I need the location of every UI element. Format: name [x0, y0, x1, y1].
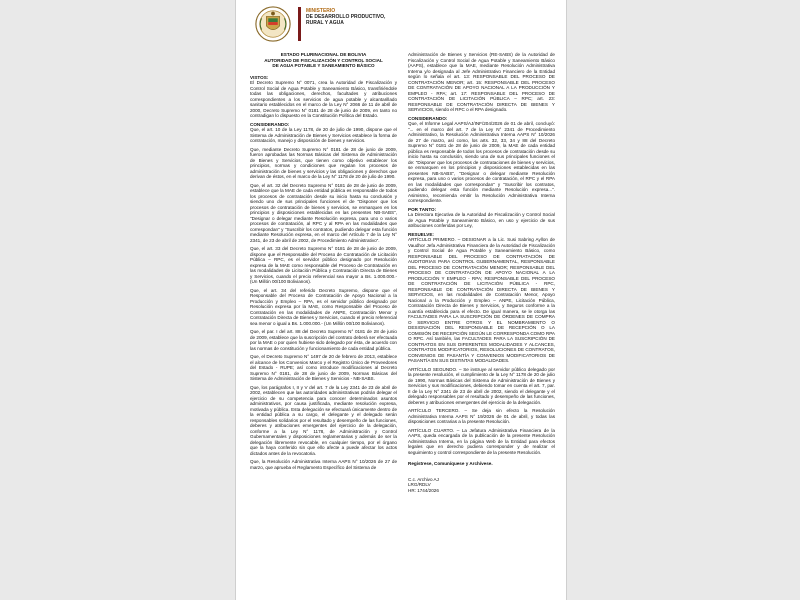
document-page	[235, 0, 567, 600]
paragraph: Que, el Informe Legal AAPS/AJ/INF/204/2026 de 01 de abril, concluyó: "... en el marco del art. 7 de la Ley N° 2341 de Procedimiento Administrativo, la Resolución Administrativa Interna AAPS N° 10/2026 de 27 de marzo, así como, los arts. 32, 33, 34 y 88 del Decreto Supremo N° 0181 de 28 de junio de 2009, la MAE de cada entidad pública es responsable de todos los procesos de contratación desde su inicio hasta su conclusión, siendo una de sus principales funciones el de: "Disponer que los procesos de contrataciones de bienes y servicios, se enmarquen en los principios y disposiciones establecidas en las presentes NB-SABS", "Designar o delegar mediante Resolución expresa, para uno o varios procesos de contratación, el RPC y el RPA en las modalidades que correspondan" y "Suscribir los contratos, pudiendo delegar esta función mediante Resolución expresa...". Asimismo, recomienda emitir la Resolución Administrativa Interna correspondiente.	[408, 121, 555, 203]
paragraph: Que, el art. 10 de la Ley 1178, de 20 de julio de 1990, dispone que el Sistema de Administración de Bienes y Servicios establece la forma de contratación, manejo y disposición de bienes y servicios.	[250, 127, 397, 143]
paragraph: Que, los parágrafos I, II y V del art. 7 de la Ley 2341 de 23 de abril de 2002, establecen que las autoridades administrativas podrán delegar el ejercicio de su competencia para conocer determinados asuntos administrativos, por causa justificada, mediante resolución expresa, motivada y pública. Esta delegación se efectuará únicamente dentro de la entidad pública a su cargo, el delegante y el delegado serán responsables solidarios por el resultado y desempeño de las funciones, deberes y atribuciones emergentes del ejercicio de la delegación, conforme a la Ley N° 1178, de Administración y Control Gubernamentales y disposiciones reglamentarias y además de ser la delegación libremente revocable, en cualquier tiempo, por el órgano que la haya conferido sin que ello afecte a puede afectar los actos dictados antes de la revocatoria.	[250, 384, 397, 456]
paragraph: Que, el Decreto Supremo N° 1497 de 20 de febrero de 2013, establece el alcance de los Convenios Marco y el Registro Único de Proveedores del Estado - RUPE; así como introduce modificaciones al Decreto Supremo N° 0181, de 28 de junio de 2009, Normas Básicas del Sistema de Administración de Bienes y Servicios - NB-SABS.	[250, 354, 397, 381]
section-heading-considerando: CONSIDERANDO:	[408, 115, 448, 121]
section-heading-por-tanto: POR TANTO:	[408, 206, 437, 212]
coat-of-arms-seal-icon	[254, 5, 292, 43]
paragraph: Que, la Resolución Administrativa Interna AAPS N° 10/2026 de 27 de marzo, que aprueba el Reglamento Específico del Sistema de	[250, 459, 397, 470]
ministry-header	[250, 3, 550, 47]
paragraph: Que, el art. 34 del referido Decreto Supremo, dispone que el Responsable del Proceso de Contratación de Apoyo Nacional a la Producción y Empleo – RPA, es el servidor público designado por Resolución expresa por la MAE, como Responsable del Proceso de Contratación en las modalidades de ANPE, Contratación Menor y Contratación Directa de Bienes y Servicios, cuando el precio referencial sea menor o igual a Bs. 1.000.000.- (Un Millón 00/100 Bolivianos).	[250, 287, 397, 326]
paragraph: Que, el art. 33 del Decreto Supremo N° 0181 de 28 de junio de 2009, dispone que el Responsable del Proceso de Contratación de Licitación Pública – RPC, es el servidor público designado por Resolución expresa de la MAE como responsable del Proceso de Contratación en las modalidades de Licitación Pública y Contratación Directa de Bienes y Servicios, cuando el precio referencial sea mayor a Bs. 1.000.000.- (Un Millón 00/100 Bolivianos).	[250, 246, 397, 284]
header-divider	[298, 7, 301, 41]
document-title	[250, 52, 397, 69]
paragraph: Que, mediante Decreto Supremo N° 0181 de 28 de junio de 2009, fueron aprobadas las Normas Básicas del Sistema de Administración de Bienes y Servicios, que tienen como objetivo establecer los principios, normas y condiciones que regulan los procesos de administración de bienes y servicios y las obligaciones y derechos que derivan de éstos, en el marco de la Ley N° 1178 de 20 de julio de 1990.	[250, 146, 397, 179]
closing-line: Regístrese, Comuníquese y Archívese.	[408, 461, 493, 466]
reference-codes	[408, 477, 555, 494]
article: ARTÍCULO SEGUNDO. – Se instruye al servidor público delegado por la presente resolución, el cumplimiento de la Ley N° 1178 de 20 de julio de 1990, Normas Básicas del Sistema de Administración de Bienes y Servicios y sus modificaciones, debiendo tomar en cuenta el art. 7, par. II de la Ley N° 2341 de 23 de abril de 2002, siendo el delegante y el delegado responsables por el resultado y desempeño de las funciones, deberes y atribuciones emergentes del ejercicio de la delegación.	[408, 366, 555, 405]
reference-line: HR: 1744/2026	[408, 487, 439, 493]
title-line: DE AGUA POTABLE Y SANEAMIENTO BÁSICO	[272, 63, 375, 68]
paragraph: Administración de Bienes y Servicios (RE-SABS) de la Autoridad de Fiscalización y Control Social de Agua Potable y Saneamiento Básico (AAPS), establece que la MAE, mediante Resolución Administrativa Interna y/o designada al Jefe Administrativo Financiero de la Entidad según lo señala el art. 13: RESPONSABLE DEL PROCESO DE CONTRATACIÓN MENOR; art. 15: RESPONSABLE DEL PROCESO DE CONTRATACIÓN DE APOYO NACIONAL A LA PRODUCCIÓN Y EMPLEO - RPA; art. 17: RESPONSABLE DEL PROCESO DE CONTRATACIÓN DE LICITACIÓN PÚBLICA – RPC; art. 23: RESPONSABLE DE CONTRATACIÓN DIRECTA DE BIENES Y SERVICIOS, siendo el RPC o el RPA designado.	[408, 52, 555, 112]
ministry-line-3: RURAL Y AGUA	[306, 20, 344, 26]
section-heading-vistos: VISTOS:	[250, 74, 269, 80]
paragraph: La Directora Ejecutiva de la Autoridad de Fiscalización y Control Social de Agua Potable y Saneamiento Básico, en uso y ejercicio de sus atribuciones conferidas por Ley,	[408, 212, 555, 228]
document-body	[250, 52, 554, 598]
reference-line: LRG/RDLV	[408, 482, 431, 487]
paragraph: Que, el par. I del art. 88 del Decreto Supremo N° 0181 de 28 de junio de 2009, establece que la suscripción del contrato deberá ser efectuada por la MAE o por quien hubiese sido delegado por ésta, de acuerdo con las normas de constitución y funcionamiento de cada entidad pública.	[250, 329, 397, 351]
article: ARTÍCULO PRIMERO. – DESIGNAR a la Lic. Susi Sabring Ayllon de Vaudhor Jefa Administrativa Financiera de la Autoridad de Fiscalización y Control Social de Agua Potable y Saneamiento Básico, como RESPONSABLE DEL PROCESO DE CONTRATACIÓN DE AUDITORIAS PARA CONTROL GUBERNAMENTAL, RESPONSABLE DEL PROCESO DE CONTRATACIÓN MENOR; RESPONSABLE DEL PROCESO DE CONTRATACIÓN DE APOYO NACIONAL A LA PRODUCCIÓN Y EMPLEO - RPA; RESPONSABLE DEL PROCESO DE CONTRATACIÓN DE LICITACIÓN PÚBLICA - RPC, RESPONSABLE DE CONTRATACIÓN DIRECTA DE BIENES Y SERVICIOS, en las modalidades de Contratación Menor, Apoyo Nacional a la Producción y Empleo – ANPE, Licitación Pública, Contratación Directa de Bienes y Servicios, y Seguros conforme a la cuantía establecida para el efecto. De igual manera, se le otorga las FACULTADES PARA LA SUSCRIPCIÓN DE ÓRDENES DE COMPRA O SERVICIO ENTRE OTROS Y EL NOMBRAMIENTO O DESIGNACIÓN DEL RESPONSABLE DE RECEPCIÓN O LA COMISIÓN DE RECEPCIÓN SEGÚN LE CORRESPONDA COMO RPA O RPC. Así también, las FACULTADES PARA LA SUSCRIPCIÓN DE CONTRATOS EN SUS DIFERENTES MODALIDADES Y ALCANCES, CONTRATOS MODIFICATORIOS, RESOLUCIONES DE CONTRATOS, CONVENIOS DE PASANTÍA Y CONVENIOS MODIFICATORIOS DE PASANTÍA EN SUS DISTINTAS MODALIDADES.	[408, 237, 556, 363]
right-column	[408, 52, 555, 493]
article: ARTÍCULO TERCERO. – Se deja sin efecto la Resolución Administrativa Interna AAPS N° 19/2026 de 01 de abril, y todas las disposiciones contrarias a la presente Resolución.	[408, 408, 555, 424]
title-line: AUTORIDAD DE FISCALIZACIÓN Y CONTROL SOCIAL	[264, 57, 383, 63]
article: ARTÍCULO CUARTO. – La Jefatura Administrativa Financiera de la AAPS, queda encargada de la publicación de la presente Resolución Administrativa Interna, en la página Web de la Entidad para efectos legales que en derecho pudiera corresponder y de realizar el seguimiento y control correspondiente de la presente Resolución.	[408, 427, 555, 455]
title-line: ESTADO PLURINACIONAL DE BOLIVIA	[280, 52, 367, 57]
paragraph: Que, el art. 32 del Decreto Supremo N° 0181 de 28 de junio de 2009, establece que la MAE de cada entidad pública es responsable de todos los procesos de contratación desde su inicio hasta su conclusión y siendo uno de sus principales funciones el de "Disponer que los procesos de contratación de bienes y servicios, se enmarquen en los principios y disposiciones establecidas en las presentes NB-SABS", "Designar o delegar mediante Resolución expresa, para uno o varios procesos de contratación, al RPC y al RPA en las modalidades que correspondan" y "Suscribir los contratos, pudiendo delegar esta función mediante Resolución expresa, en el marco del Artículo 7 de la Ley N° 2341, de 23 de abril de 2002, de Procedimiento Administrativo".	[250, 182, 397, 243]
left-column	[250, 52, 397, 473]
section-heading-considerando: CONSIDERANDO:	[250, 121, 290, 127]
ministry-name	[306, 8, 385, 26]
section-heading-resuelve: RESUELVE:	[408, 231, 434, 237]
paragraph-vistos: El Decreto Supremo N° 0071, crea la Autoridad de Fiscalización y Control Social de Agua Potable y Saneamiento Básico, transfiriéndole todas las obligaciones, derechos, facultades y atribuciones correspondientes a los servicios de agua potable y alcantarillado sanitario establecidos en el marco de la Ley N° 2066 de 11 de abril de 2000, Decreto Supremo N° 0181 de 28 de junio de 2009, en tanto no contradigan lo dispuesto en la Constitución Política del Estado.	[250, 80, 397, 118]
reference-line: C.c. Archivo AJ	[408, 476, 439, 482]
ministry-line-1: MINISTERIO	[306, 8, 336, 14]
ministry-line-2: DE DESARROLLO PRODUCTIVO,	[306, 14, 386, 20]
